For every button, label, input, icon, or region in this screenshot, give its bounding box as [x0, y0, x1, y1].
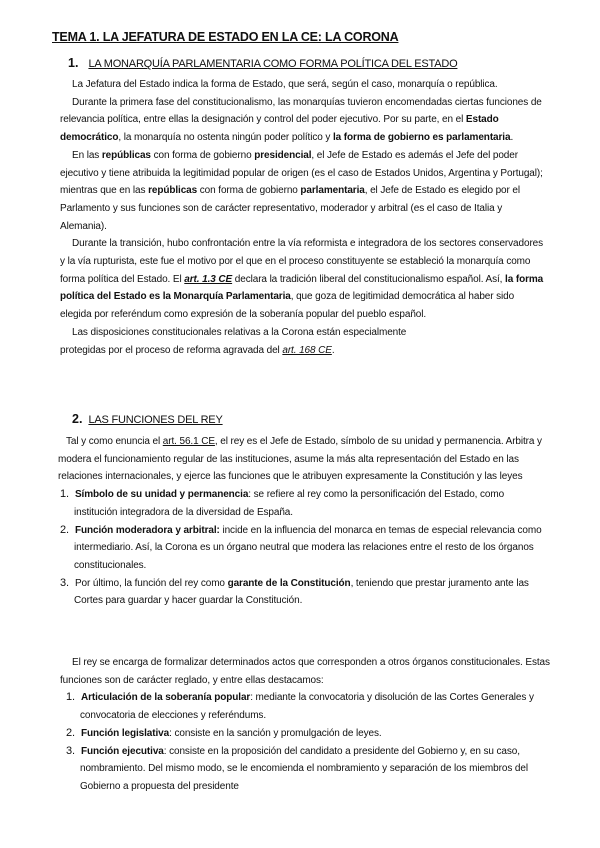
paragraph [58, 433, 548, 486]
functions-list [58, 486, 548, 610]
text: En las [72, 149, 102, 161]
list-item [58, 575, 548, 610]
text: , teniendo que prestar juramento ante las Cortes para guardar y hacer guardar la Constitución. [74, 577, 529, 607]
text: : se refiere al rey como la personificación del Estado, como institución integradora de la diversidad de España. [74, 489, 505, 518]
text: : consiste en la proposición del candidato a presidente del Gobierno y, en su caso, nombramiento. Del mismo modo, se le encomienda el nombramiento y separación de los miembros del Gobierno a propuesta del presidente [80, 745, 528, 792]
text: Durante la primera fase del constitucionalismo, las monarquías tuvieron encomendadas ciertas funciones de relevancia política, entre ellas la designación y control del poder ejecutivo. Por su parte, en el [60, 96, 542, 126]
text: . [510, 132, 514, 144]
list-item [60, 725, 550, 743]
text: incide en la influencia del monarca en temas de especial relevancia como intermediario. Así, la Corona es un órgano neutral que modera las relaciones entre el resto de los órganos constitucionales. [74, 524, 542, 571]
bold-text: Símbolo de su unidad y permanencia [74, 489, 249, 501]
bold-text: Función moderadora y arbitral: [74, 524, 220, 536]
list-item [60, 689, 550, 724]
list-item [60, 743, 550, 796]
bold-text: Función legislativa [80, 727, 170, 739]
text: Durante la transición, hubo confrontación entre la vía reformista e integradora de los sectores conservadores y la vía rupturista, este fue el motivo por el que en el proceso constituyente se estableció la monarquía como forma política del Estado. El [60, 238, 544, 285]
item-number: 1. [60, 488, 69, 501]
text: Tal y como enuncia el [66, 436, 163, 447]
text: , el Jefe de Estado es elegido por el Parlamento y sus funciones son de carácter representativo, moderador y arbitral (es el caso de Italia y Alemania). [60, 185, 521, 232]
section-3-body [60, 654, 550, 796]
bold-text: Articulación de la soberanía popular [80, 692, 251, 704]
item-number: 2. [66, 726, 75, 739]
text: Las disposiciones constitucionales relativas a la Corona están especialmente [72, 326, 407, 338]
text: declara la tradición liberal del constitucionalismo español. Así, [232, 273, 506, 285]
bold-text: Función ejecutiva [80, 745, 164, 757]
text: El rey se encarga de formalizar determinados actos que corresponden a otros órganos constitucionales. Estas funciones son de carácter reglado, y entre ellas destacamos: [60, 657, 550, 686]
text: , la monarquía no ostenta ningún poder político y [118, 132, 333, 144]
section-1-heading [68, 56, 457, 70]
paragraph [60, 76, 548, 94]
bold-text: la forma política del Estado es la Monarquía Parlamentaria [60, 273, 544, 303]
bold-text: presidencial [254, 149, 312, 161]
text: , que goza de legitimidad democrática al haber sido elegida por referéndum como expresión de la soberanía popular del pueblo español. [60, 291, 515, 321]
bold-text: garante de la Constitución [227, 577, 351, 589]
section-2-title: LAS FUNCIONES DEL REY [88, 414, 223, 426]
bold-text: la forma de gobierno es parlamentaria [332, 132, 511, 144]
paragraph [60, 342, 548, 360]
item-number: 3. [60, 576, 69, 589]
section-1-title: LA MONARQUÍA PARLAMENTARIA COMO FORMA POLÍTICA DEL ESTADO [88, 58, 458, 70]
paragraph [60, 654, 550, 689]
section-1-number: 1. [68, 56, 79, 70]
text: con forma de gobierno [197, 185, 301, 197]
paragraph [60, 94, 548, 147]
section-2-number: 2. [72, 412, 83, 426]
text: La Jefatura del Estado indica la forma de Estado, que será, según el caso, monarquía o república. [72, 79, 498, 90]
text: Por último, la función del rey como [74, 577, 228, 589]
article-link-1-3[interactable]: art. 1.3 CE [184, 273, 233, 285]
bold-text: repúblicas [101, 149, 151, 161]
bold-text: parlamentaria [300, 185, 365, 197]
article-link-56-1[interactable]: art. 56.1 CE [162, 436, 215, 447]
list-item [58, 522, 548, 575]
document-title: TEMA 1. LA JEFATURA DE ESTADO EN LA CE: LA CORONA [52, 30, 399, 44]
item-number: 3. [66, 744, 75, 757]
text: . [331, 344, 335, 356]
text: : consiste en la sanción y promulgación de leyes. [169, 727, 382, 739]
text: , el Jefe de Estado es además el Jefe del poder ejecutivo y tiene atribuida la legitimidad popular de origen (es el caso de Estados Unidos, Argentina y Portugal); mientras que en las [60, 149, 543, 197]
formal-acts-list [60, 689, 550, 795]
text: protegidas por el proceso de reforma agravada del [60, 344, 283, 356]
text: , el rey es el Jefe de Estado, símbolo de su unidad y permanencia. Arbitra y modera el funcionamiento regular de las instituciones, asume la más alta representación del Estado en las relaciones internacionales, y ejerce las funciones que le atribuyen expresamente la Constitución y las leyes [58, 436, 542, 483]
text: con forma de gobierno [150, 149, 255, 161]
bold-text: repúblicas [148, 185, 198, 197]
bold-text: Estado democrático [60, 114, 499, 144]
paragraph [60, 324, 548, 342]
paragraph [60, 235, 548, 324]
section-2-body [58, 433, 548, 610]
article-link-168[interactable]: art. 168 CE [282, 344, 332, 356]
item-number: 1. [66, 691, 75, 704]
list-item [58, 486, 548, 521]
text: : mediante la convocatoria y disolución de las Cortes Generales y convocatoria de elecciones y referéndums. [80, 692, 534, 722]
section-1-body [60, 76, 548, 359]
item-number: 2. [60, 523, 69, 536]
section-2-heading [72, 412, 223, 426]
paragraph [60, 147, 548, 236]
